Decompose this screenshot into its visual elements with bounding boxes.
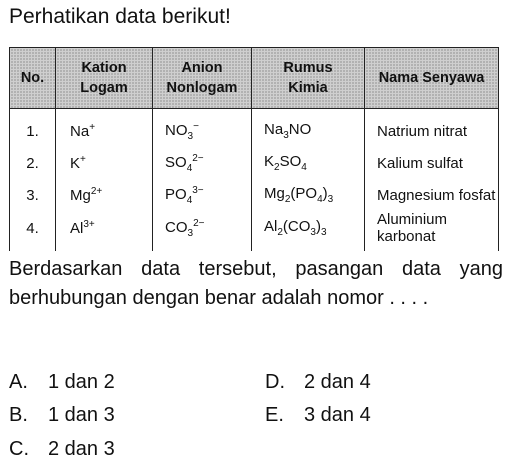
compound-name: Magnesium fosfat — [377, 186, 496, 204]
anion-charge: 3− — [192, 184, 204, 196]
cell-kation — [56, 211, 153, 251]
header-rumus — [252, 48, 365, 109]
header-no: No. — [10, 48, 56, 109]
cell-anion — [153, 211, 252, 251]
cell-nama — [365, 147, 499, 179]
formula-subscript: 2 — [274, 162, 280, 173]
formula-subscript: 2 — [284, 194, 291, 205]
formula-subscript: 4 — [317, 194, 323, 205]
formula-subscript: 4 — [301, 162, 307, 173]
anion-subscript: 4 — [186, 194, 193, 206]
cell-no-text: 1. — [26, 122, 39, 140]
table-row — [10, 179, 499, 211]
compound-name: Aluminium karbonat — [377, 211, 448, 245]
cell-anion — [153, 109, 252, 148]
cell-no — [10, 147, 56, 179]
anion-subscript: 3 — [187, 227, 194, 239]
option-letter: A. — [9, 371, 28, 393]
formula-part: Na — [264, 121, 284, 138]
option-letter: C. — [9, 438, 29, 460]
cell-nama — [365, 109, 499, 148]
formula-subscript: 3 — [283, 130, 289, 141]
question-text: Berdasarkan data tersebut, pasangan data yang berhubungan dengan benar adalah nomor . . . . — [9, 258, 503, 309]
cell-no-text: 4. — [26, 219, 39, 237]
option-letter: B. — [9, 404, 28, 426]
cell-no — [10, 211, 56, 251]
cell-no — [10, 179, 56, 211]
formula-part: ) — [322, 185, 328, 202]
data-table — [9, 47, 499, 251]
header-kation — [56, 48, 153, 109]
cell-rumus — [252, 179, 365, 211]
anion-charge: 2− — [192, 152, 204, 164]
anion-symbol: NO — [165, 121, 188, 139]
cell-anion — [153, 179, 252, 211]
cell-rumus — [252, 147, 365, 179]
formula-part: K — [264, 153, 275, 170]
page-title: Perhatikan data berikut! — [9, 5, 231, 28]
option-text: 2 dan 3 — [48, 438, 115, 460]
header-nama: Nama Senyawa — [365, 48, 499, 109]
formula-subscript: 3 — [327, 194, 334, 205]
cell-kation — [56, 179, 153, 211]
header-kation-line2: Logam — [80, 80, 128, 96]
kation-symbol: Na — [70, 123, 90, 140]
table-row — [10, 211, 499, 251]
option-text: 1 dan 2 — [48, 371, 115, 393]
header-anion — [153, 48, 252, 109]
kation-symbol: Al — [70, 220, 84, 237]
cell-rumus — [252, 211, 365, 251]
formula-subscript: 2 — [277, 227, 283, 238]
cell-rumus — [252, 109, 365, 148]
header-anion-line2: Nonlogam — [166, 80, 238, 96]
table-header-row — [10, 48, 499, 109]
cell-nama — [365, 211, 499, 251]
formula-part: (PO — [290, 185, 318, 202]
anion-symbol: PO — [165, 185, 187, 203]
cell-kation — [56, 109, 153, 148]
compound-name: Natrium nitrat — [377, 122, 468, 140]
cell-no-text: 3. — [26, 186, 39, 204]
option-e[interactable] — [265, 401, 371, 430]
formula-part: SO — [279, 153, 302, 170]
formula-subscript: 3 — [320, 227, 327, 238]
option-letter: E. — [265, 404, 284, 426]
table-row — [10, 109, 499, 148]
cell-kation — [56, 147, 153, 179]
kation-charge: 3+ — [83, 219, 95, 230]
header-anion-line1: Anion — [181, 60, 223, 76]
formula-part: ) — [315, 218, 321, 235]
cell-no-text: 2. — [26, 154, 39, 172]
table-row — [10, 147, 499, 179]
header-rumus-line1: Rumus — [283, 60, 333, 76]
formula-part: Mg — [264, 185, 285, 202]
header-rumus-line2: Kimia — [288, 80, 328, 96]
anion-symbol: SO — [165, 153, 187, 171]
option-a[interactable] — [9, 368, 115, 397]
kation-charge: + — [89, 122, 96, 133]
option-d[interactable] — [265, 368, 371, 397]
formula-part: NO — [288, 121, 312, 138]
cell-no — [10, 109, 56, 148]
option-text: 1 dan 3 — [48, 404, 115, 426]
option-text: 2 dan 4 — [304, 371, 371, 393]
kation-charge: + — [80, 154, 86, 165]
cell-anion — [153, 147, 252, 179]
formula-subscript: 3 — [310, 227, 316, 238]
compound-name: Kalium sulfat — [377, 154, 463, 172]
formula-part: (CO — [282, 218, 311, 235]
cell-nama — [365, 179, 499, 211]
anion-charge: 2− — [193, 217, 205, 229]
anion-subscript: 4 — [186, 162, 193, 174]
header-kation-line1: Kation — [81, 60, 127, 76]
option-c[interactable] — [9, 435, 115, 464]
option-letter: D. — [265, 371, 285, 393]
table-body — [10, 109, 499, 252]
anion-charge: − — [193, 120, 199, 132]
kation-charge: 2+ — [90, 186, 103, 197]
option-text: 3 dan 4 — [304, 404, 371, 426]
kation-symbol: K — [70, 155, 81, 172]
anion-subscript: 3 — [187, 130, 194, 142]
kation-symbol: Mg — [70, 187, 91, 204]
option-b[interactable] — [9, 401, 115, 430]
anion-symbol: CO — [165, 218, 188, 236]
formula-part: Al — [264, 218, 278, 235]
